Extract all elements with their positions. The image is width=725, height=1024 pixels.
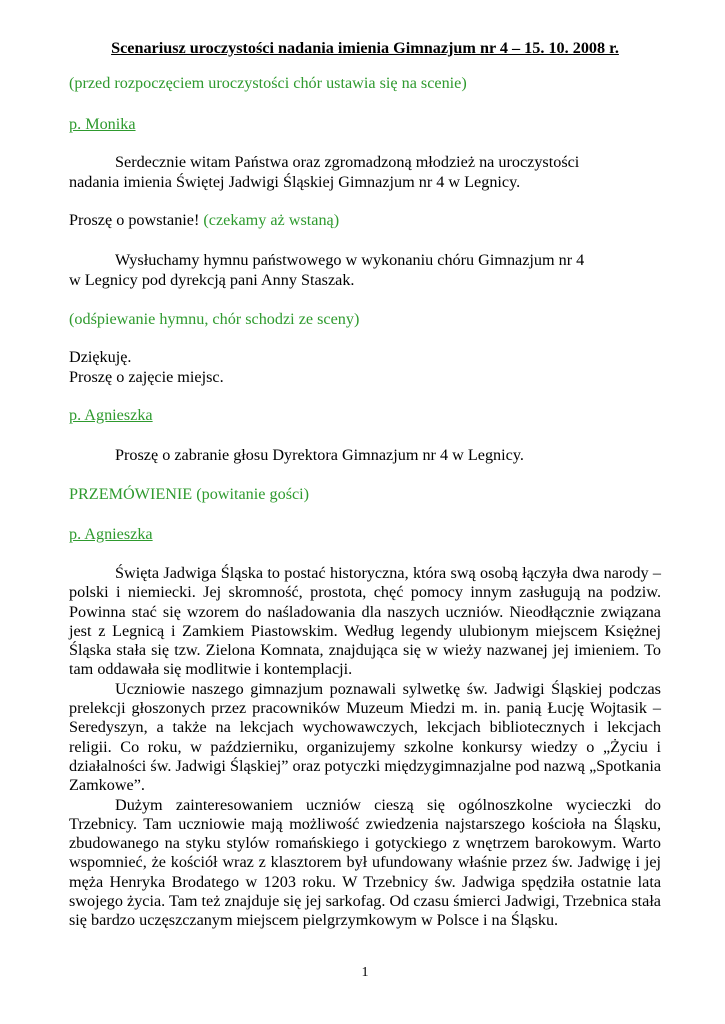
stand-request-line [69,210,339,230]
page-number: 1 [361,965,369,980]
stage-direction-stand: (czekamy aż wstaną) [203,211,340,229]
stage-direction-anthem: (odśpiewanie hymnu, chór schodzi ze sceny) [69,310,360,328]
speaker-label-agnieszka-2: p. Agnieszka [69,525,153,543]
stand-request: Proszę o powstanie! [69,211,200,229]
speech-heading: PRZEMÓWIENIE (powitanie gości) [69,485,310,503]
paragraph-1: Święta Jadwiga Śląska to postać historyczna, która swą osobą łączyła dwa narody – polski i niemiecki. Jej skromność, prostota, chęć pomocy innym zasługują na podziw. Powinna stać się wzorem do naśladowania dla naszych uczniów. Nieodłącznie związana jest z Legnicą i Zamkiem Piastowskim. Według legendy ulubionym miejscem Księżnej Śląska stała się tzw. Zielona Komnata, znajdująca się w wieży nazwanej jej imieniem. To tam oddawała się modlitwie i kontemplacji. [69,564,661,679]
paragraph-2: Uczniowie naszego gimnazjum poznawali sylwetkę św. Jadwigi Śląskiej podczas prelekcji głoszonych przez pracowników Muzeum Miedzi m. in. panią Łucję Wojtasik – Seredyszyn, a także na lekcjach wychowawczych, lekcjach bibliotecznych i lekcjach religii. Co roku, w październiku, organizujemy szkolne konkursy wiedzy o „Życiu i działalności św. Jadwigi Śląskiej” oraz potyczki międzygimnazjalne pod nazwą „Spotkania Zamkowe”. [69,679,661,795]
stage-direction-choir: (przed rozpoczęciem uroczystości chór ustawia się na scenie) [69,74,467,92]
speaker-label-monika: p. Monika [69,115,136,133]
welcome-line-1: Serdecznie witam Państwa oraz zgromadzoną młodzież na uroczystości [115,153,580,171]
director-request-line: Proszę o zabranie głosu Dyrektora Gimnazjum nr 4 w Legnicy. [115,446,524,464]
anthem-line-2: w Legnicy pod dyrekcją pani Anny Staszak. [69,271,355,289]
speech-body [69,564,661,931]
welcome-line-2: nadania imienia Świętej Jadwigi Śląskiej Gimnazjum nr 4 w Legnicy. [69,173,521,191]
anthem-line-1: Wysłuchamy hymnu państwowego w wykonaniu chóru Gimnazjum nr 4 [115,251,585,269]
thanks-line: Dziękuję. [69,348,132,366]
paragraph-3: Dużym zainteresowaniem uczniów cieszą się ogólnoszkolne wycieczki do Trzebnicy. Tam uczniowie mają możliwość zwiedzenia najstarszego kościoła na Śląsku, zbudowanego na styku stylów romańskiego i gotyckiego z wnętrzem barokowym. Warto wspomnieć, że kościół wraz z klasztorem był ufundowany właśnie przez św. Jadwigę i jej męża Henryka Brodatego w 1203 roku. W Trzebnicy św. Jadwiga spędziła ostatnie lata swojego życia. Tam też znajduje się jej sarkofag. Od czasu śmierci Jadwigi, Trzebnica stała się bardzo uczęszczanym miejscem pielgrzymkowym w Polsce i na Śląsku. [69,795,661,930]
sit-request-line: Proszę o zajęcie miejsc. [69,368,224,386]
speaker-label-agnieszka-1: p. Agnieszka [69,406,153,424]
document-title: Scenariusz uroczystości nadania imienia Gimnazjum nr 4 – 15. 10. 2008 r. [111,39,619,57]
